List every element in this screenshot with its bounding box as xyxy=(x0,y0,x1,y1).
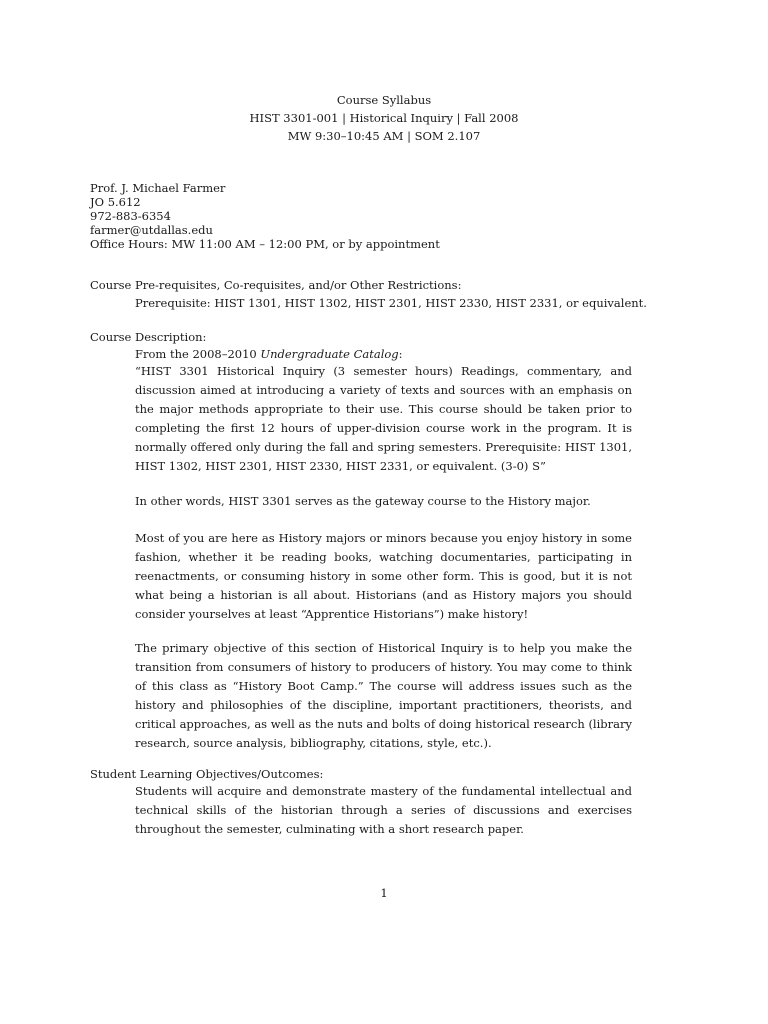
course-line: HIST 3301-001 | Historical Inquiry | Fall 2008 xyxy=(249,111,519,125)
catalog-quote: “HIST 3301 Historical Inquiry (3 semester hours) Readings, commentary, and discussion aimed at introducing a variety of texts and sources with an emphasis on the major methods appropriate to their use. This course should be taken prior to completing the first 12 hours of upper-division course work in the program. It is normally offered only during the fall and spring semesters. Prerequisite: HIST 1301, HIST 1302, HIST 2301, HIST 2330, HIST 2331, or equivalent. (3-0) S” xyxy=(135,364,632,473)
page-number: 1 xyxy=(380,886,388,900)
catalog-prefix: From the 2008–2010 xyxy=(135,347,261,361)
prerequisites-heading: Course Pre-requisites, Co-requisites, and/or Other Restrictions: xyxy=(90,278,462,292)
prerequisites-text: Prerequisite: HIST 1301, HIST 1302, HIST 2301, HIST 2330, HIST 2331, or equivalent. xyxy=(135,296,647,310)
instructor-email[interactable]: farmer@utdallas.edu xyxy=(90,223,213,237)
schedule-line: MW 9:30–10:45 AM | SOM 2.107 xyxy=(287,129,481,143)
catalog-title: Undergraduate Catalog xyxy=(260,347,399,361)
catalog-source-line xyxy=(135,345,403,363)
instructor-office: JO 5.612 xyxy=(90,195,141,209)
description-heading: Course Description: xyxy=(90,330,207,344)
description-paragraph-1: In other words, HIST 3301 serves as the gateway course to the History major. xyxy=(135,494,591,508)
objectives-text: Students will acquire and demonstrate mastery of the fundamental intellectual and technical skills of the historian through a series of discussions and exercises throughout the semester, culminating with a short research paper. xyxy=(135,784,632,836)
instructor-phone: 972-883-6354 xyxy=(90,209,171,223)
objectives-heading: Student Learning Objectives/Outcomes: xyxy=(90,767,324,781)
instructor-name: Prof. J. Michael Farmer xyxy=(90,181,226,195)
description-paragraph-3: The primary objective of this section of Historical Inquiry is to help you make the transition from consumers of history to producers of history. You may come to think of this class as “History Boot Camp.” The course will address issues such as the history and philosophies of the discipline, important practitioners, theorists, and critical approaches, as well as the nuts and bolts of doing historical research (library research, source analysis, bibliography, citations, style, etc.). xyxy=(135,641,632,750)
document-title: Course Syllabus xyxy=(336,93,432,107)
catalog-suffix: : xyxy=(398,347,403,361)
instructor-contact xyxy=(90,181,440,251)
description-paragraph-2: Most of you are here as History majors or minors because you enjoy history in some fashion, whether it be reading books, watching documentaries, participating in reenactments, or consuming history in some other form. This is good, but it is not what being a historian is all about. Historians (and as History majors you should consider yourselves at least “Apprentice Historians”) make history! xyxy=(135,531,632,621)
instructor-office-hours: Office Hours: MW 11:00 AM – 12:00 PM, or by appointment xyxy=(90,237,440,251)
